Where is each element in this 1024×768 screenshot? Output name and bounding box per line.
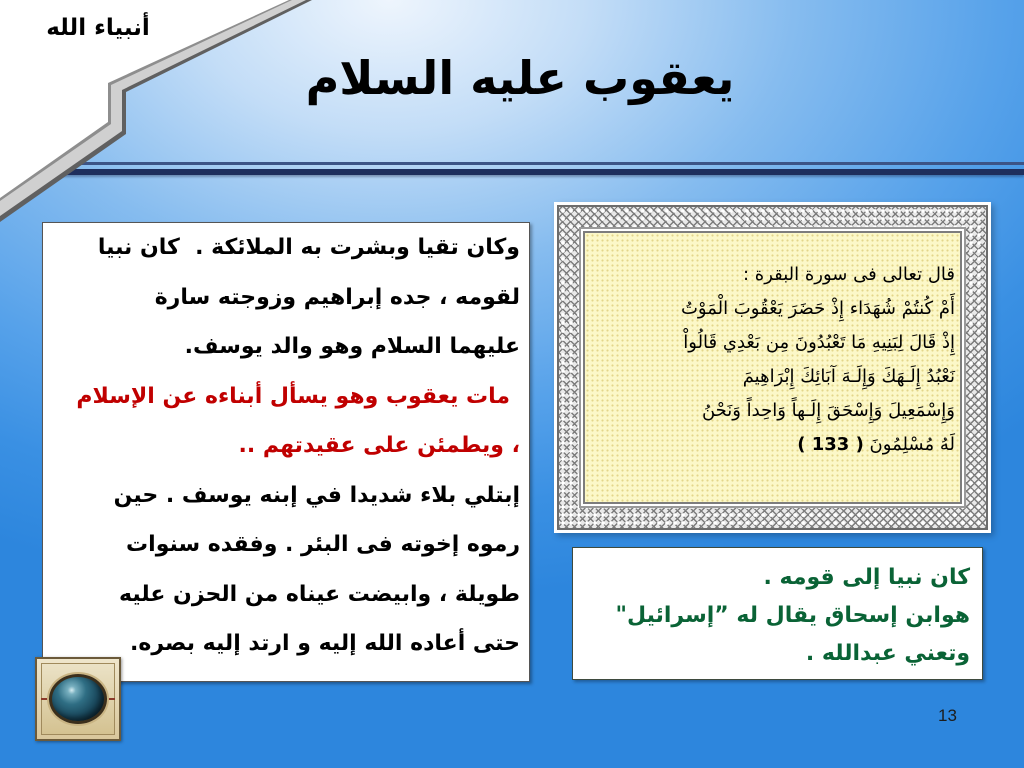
text-line: لقومه ، جده إبراهيم وزوجته سارة xyxy=(154,284,520,310)
text-line: عليهما السلام وهو والد يوسف. xyxy=(184,334,520,359)
text-line: حتى أعاده الله إليه و ارتد إليه بصره. xyxy=(129,631,520,656)
verse-panel xyxy=(583,231,962,504)
verse-line-final xyxy=(591,428,955,462)
biography-paragraph-highlight xyxy=(43,372,529,471)
page-number: 13 xyxy=(938,706,957,725)
verse-line: وَإِسْمَعِيلَ وَإِسْحَقَ إِلَـهاً وَاحِداً وَنَحْنُ xyxy=(701,400,955,421)
info-text-box xyxy=(572,547,983,680)
verse-intro: قال تعالى فى سورة البقرة : xyxy=(742,264,955,285)
gem-stone xyxy=(49,674,107,724)
gem-medallion-icon xyxy=(35,657,121,741)
section-label: أنبياء الله xyxy=(46,15,150,41)
verse-line: نَعْبُدُ إِلَـهَكَ وَإِلَـهَ آبَائِكَ إِبْرَاهِيمَ xyxy=(742,366,955,387)
biography-paragraph-intro xyxy=(43,223,529,372)
ayah-number: ( 133 ) xyxy=(797,434,864,455)
info-line: وتعني عبدالله . xyxy=(805,641,970,666)
highlight-text-line: ، ويطمئن على عقيدتهم .. xyxy=(238,433,520,458)
verse-final-text: لَهُ مُسْلِمُونَ xyxy=(869,434,955,455)
verse-line: أَمْ كُنتُمْ شُهَدَاء إِذْ حَضَرَ يَعْقُوبَ الْمَوْتُ xyxy=(680,298,955,319)
text-line: وكان تقيا وبشرت به الملائكة . كان نبيا xyxy=(97,235,520,260)
text-line: طويلة ، وابيضت عيناه من الحزن عليه xyxy=(119,581,520,607)
text-line: إبتلي بلاء شديدا في إبنه يوسف . حين xyxy=(113,482,520,508)
info-line: كان نبيا إلى قومه . xyxy=(763,565,970,590)
highlight-text-line: مات يعقوب وهو يسأل أبناءه عن الإسلام xyxy=(76,383,510,409)
verse-ornamental-frame xyxy=(557,205,988,530)
verse-line: إِذْ قَالَ لِبَنِيهِ مَا تَعْبُدُونَ مِن بَعْدِي قَالُواْ xyxy=(683,332,955,353)
info-line: هوابن إسحاق يقال له ”إسرائيل" xyxy=(615,603,970,628)
slide-title: يعقوب عليه السلام xyxy=(305,51,735,105)
text-line: رموه إخوته فى البئر . وفقده سنوات xyxy=(126,532,520,557)
biography-text-box xyxy=(42,222,530,682)
biography-paragraph-trial xyxy=(43,471,529,669)
